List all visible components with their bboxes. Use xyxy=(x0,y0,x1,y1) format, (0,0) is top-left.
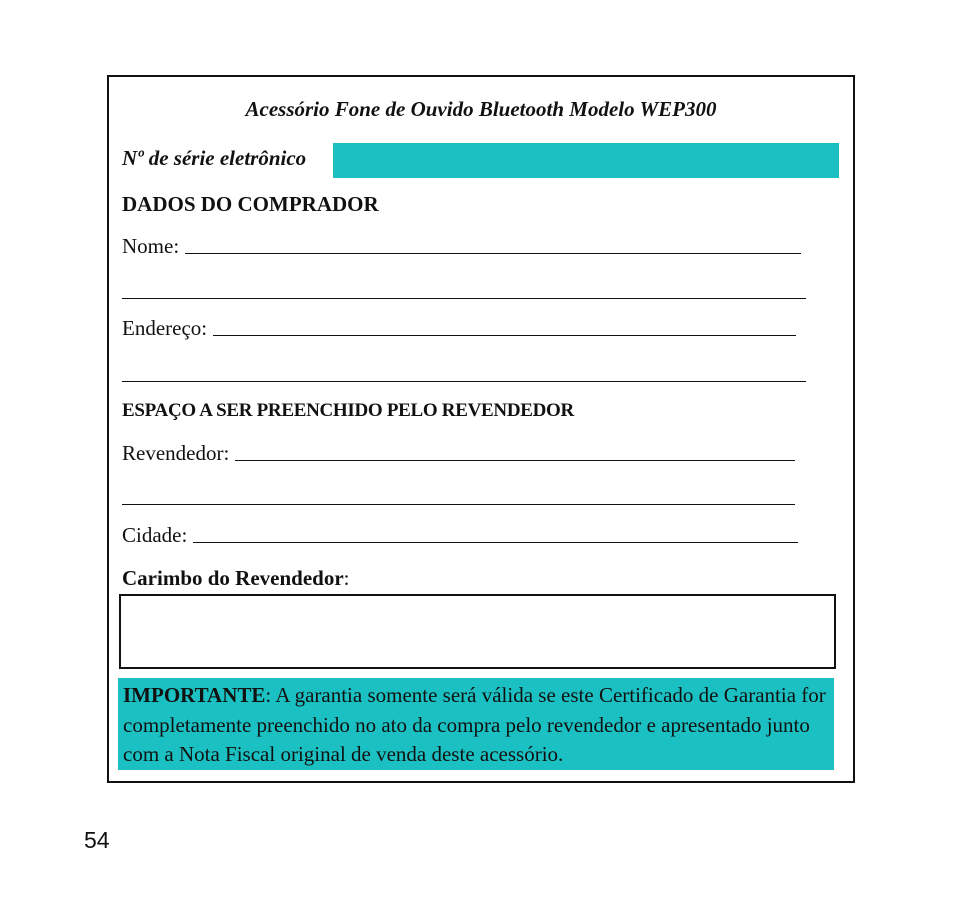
name-input-line[interactable] xyxy=(185,252,801,254)
important-notice-heading: IMPORTANTE xyxy=(123,683,266,707)
dealer-stamp-label-bold: Carimbo do Revendedor xyxy=(122,566,344,590)
dealer-input-line[interactable] xyxy=(235,459,795,461)
serial-number-field[interactable] xyxy=(333,143,839,178)
serial-number-label: Nº de série eletrônico xyxy=(122,146,307,170)
address-continuation-line[interactable] xyxy=(122,381,806,382)
dealer-label: Revendedor: xyxy=(122,441,230,465)
address-field-row xyxy=(122,316,796,341)
buyer-section-heading: DADOS DO COMPRADOR xyxy=(122,192,379,216)
name-field-row xyxy=(122,234,801,259)
product-title: Acessório Fone de Ouvido Bluetooth Modelo WEP300 xyxy=(245,97,717,121)
city-input-line[interactable] xyxy=(193,541,798,543)
dealer-stamp-label-colon: : xyxy=(343,566,350,590)
important-notice xyxy=(118,678,834,770)
name-continuation-line[interactable] xyxy=(122,298,806,299)
dealer-section-heading: ESPAÇO A SER PREENCHIDO PELO REVENDEDOR xyxy=(122,400,574,421)
name-label: Nome: xyxy=(122,234,180,258)
dealer-continuation-line[interactable] xyxy=(122,504,795,505)
dealer-stamp-label xyxy=(122,566,350,591)
dealer-field-row xyxy=(122,441,795,466)
warranty-certificate-card xyxy=(107,75,855,783)
important-notice-text: : A garantia somente será válida se este Certificado de Garantia for completamente preenchido no ato da compra pelo revendedor e apresentado junto com a Nota Fiscal original de venda deste acessório. xyxy=(123,683,826,766)
city-label: Cidade: xyxy=(122,523,188,547)
address-input-line[interactable] xyxy=(213,334,796,336)
city-field-row xyxy=(122,523,798,548)
address-label: Endereço: xyxy=(122,316,208,340)
dealer-stamp-box[interactable] xyxy=(119,594,836,669)
page-number: 54 xyxy=(84,827,110,853)
